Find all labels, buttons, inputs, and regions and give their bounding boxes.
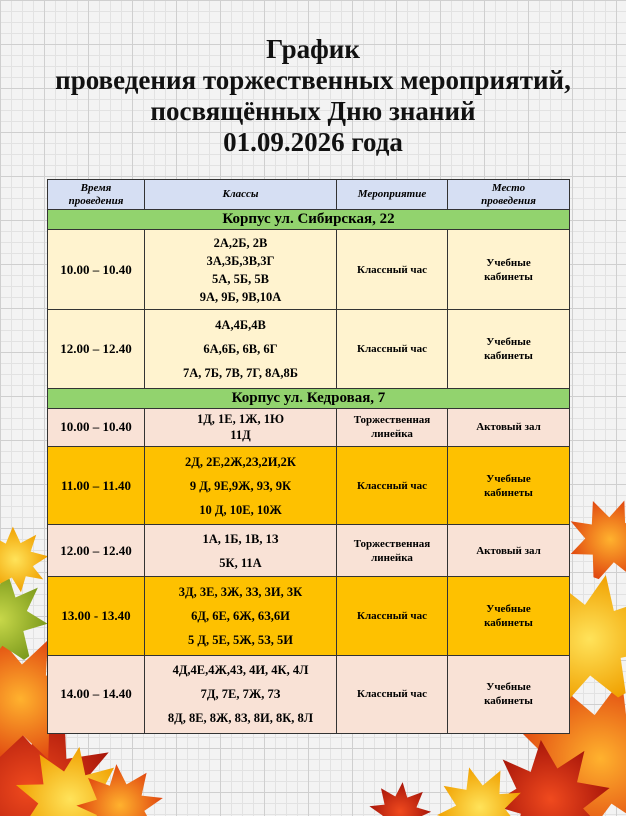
event-cell: Классный час [337, 230, 448, 310]
classes-cell: 3Д, 3Е, 3Ж, 3З, 3И, 3К 6Д, 6Е, 6Ж, 6З,6И 5 Д, 5Е, 5Ж, 5З, 5И [145, 577, 337, 655]
page-title [0, 34, 626, 158]
time-cell: 11.00 – 11.40 [48, 446, 145, 524]
place-cell: Учебные кабинеты [448, 310, 570, 388]
section-name: Корпус ул. Кедровая, 7 [48, 388, 570, 408]
time-cell: 12.00 – 12.40 [48, 525, 145, 577]
section-header [48, 210, 570, 230]
time-cell: 12.00 – 12.40 [48, 310, 145, 388]
place-cell: Актовый зал [448, 525, 570, 577]
place-cell: Учебные кабинеты [448, 655, 570, 733]
place-cell: Учебные кабинеты [448, 577, 570, 655]
title-line: График [266, 34, 360, 64]
classes-cell: 4Д,4Е,4Ж,4З, 4И, 4К, 4Л 7Д, 7Е, 7Ж, 7З 8Д, 8Е, 8Ж, 8З, 8И, 8К, 8Л [145, 655, 337, 733]
classes-cell: 1Д, 1Е, 1Ж, 1Ю 11Д [145, 408, 337, 446]
title-line: посвящённых Дню знаний [150, 96, 476, 126]
table-row [48, 446, 570, 524]
place-cell: Учебные кабинеты [448, 446, 570, 524]
table-row [48, 577, 570, 655]
schedule-table [47, 179, 570, 734]
event-cell: Торжественная линейка [337, 408, 448, 446]
header-event: Мероприятие [337, 180, 448, 210]
table-row [48, 525, 570, 577]
event-cell: Классный час [337, 577, 448, 655]
section-name: Корпус ул. Сибирская, 22 [48, 210, 570, 230]
time-cell: 13.00 - 13.40 [48, 577, 145, 655]
time-cell: 10.00 – 10.40 [48, 408, 145, 446]
event-cell: Классный час [337, 655, 448, 733]
classes-cell: 1А, 1Б, 1В, 1З 5К, 11А [145, 525, 337, 577]
place-cell: Актовый зал [448, 408, 570, 446]
header-classes: Классы [145, 180, 337, 210]
event-cell: Классный час [337, 446, 448, 524]
table-row [48, 655, 570, 733]
title-line: проведения торжественных мероприятий, [55, 65, 571, 95]
event-cell: Торжественная линейка [337, 525, 448, 577]
classes-cell: 2Д, 2Е,2Ж,2З,2И,2К 9 Д, 9Е,9Ж, 9З, 9К 10 Д, 10Е, 10Ж [145, 446, 337, 524]
time-cell: 10.00 – 10.40 [48, 230, 145, 310]
table-header-row [48, 180, 570, 210]
section-header [48, 388, 570, 408]
table-row [48, 408, 570, 446]
classes-cell: 4А,4Б,4В 6А,6Б, 6В, 6Г 7А, 7Б, 7В, 7Г, 8А,8Б [145, 310, 337, 388]
event-cell: Классный час [337, 310, 448, 388]
classes-cell: 2А,2Б, 2В 3А,3Б,3В,3Г 5А, 5Б, 5В 9А, 9Б, 9В,10А [145, 230, 337, 310]
table-row [48, 310, 570, 388]
title-date: 01.09.2026 года [223, 127, 403, 157]
time-cell: 14.00 – 14.40 [48, 655, 145, 733]
header-place: Место проведения [448, 180, 570, 210]
header-time: Время проведения [48, 180, 145, 210]
place-cell: Учебные кабинеты [448, 230, 570, 310]
table-row [48, 230, 570, 310]
